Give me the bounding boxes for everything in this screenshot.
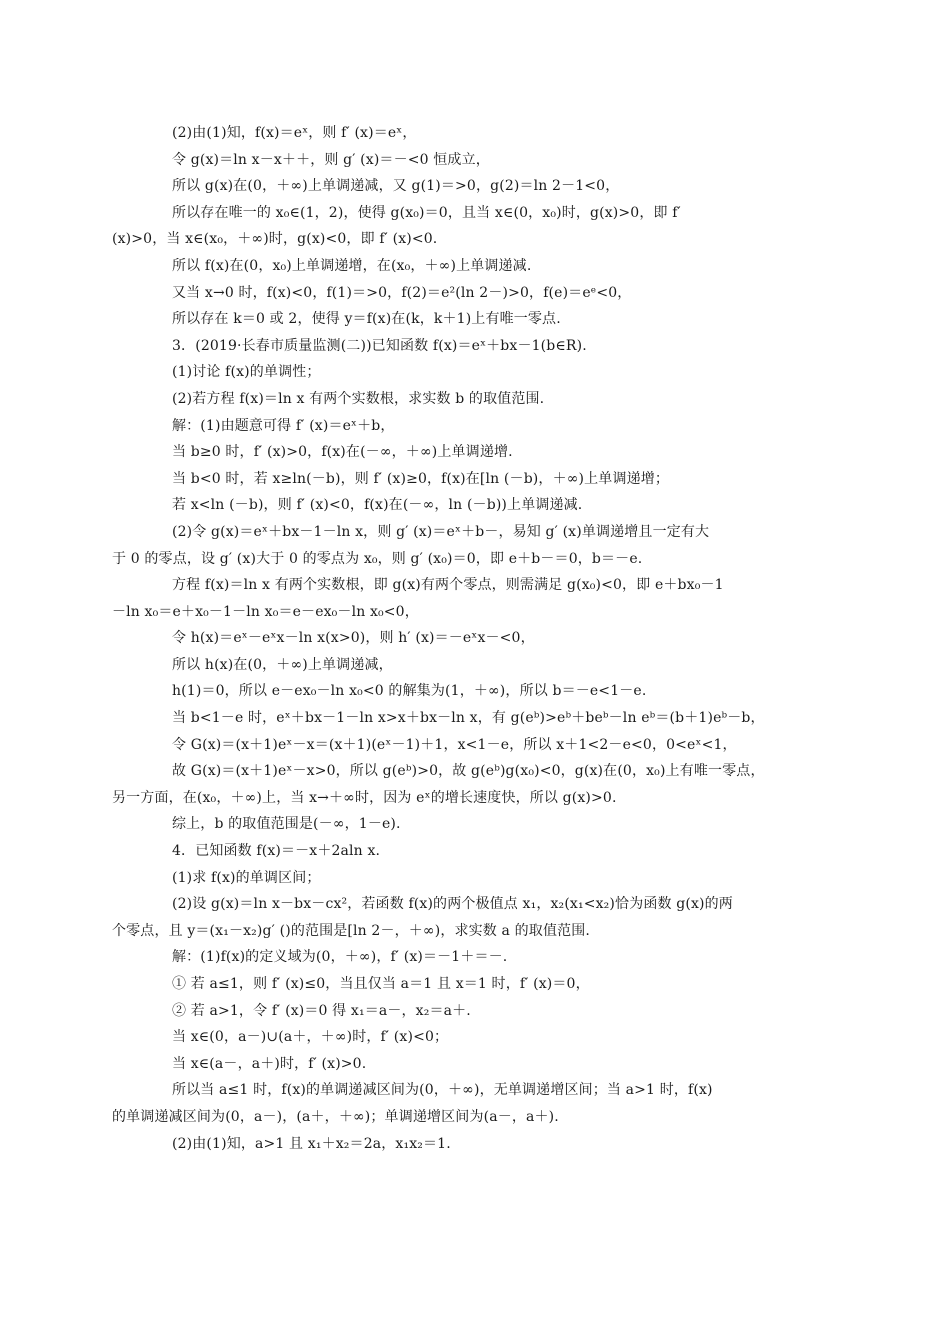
text-line: 解：(1)由题意可得 f′ (x)＝eˣ＋b， xyxy=(172,417,395,434)
text-line: (1)讨论 f(x)的单调性； xyxy=(172,364,321,381)
text-line: 3．(2019·长春市质量监测(二))已知函数 f(x)＝eˣ＋bx－1(b∈R). xyxy=(172,337,587,354)
text-line: (1)求 f(x)的单调区间； xyxy=(172,869,321,886)
text-line: ② 若 a>1，令 f′ (x)＝0 得 x₁＝a－，x₂＝a＋. xyxy=(172,1002,471,1019)
text-line: 的单调递减区间为(0，a－)，(a＋，＋∞)；单调递增区间为(a－，a＋). xyxy=(112,1108,559,1125)
text-line: 所以存在 k＝0 或 2，使得 y＝f(x)在(k，k＋1)上有唯一零点. xyxy=(172,311,561,328)
text-line: (2)设 g(x)＝ln x－bx－cx²，若函数 f(x)的两个极值点 x₁，x₂(x₁<x₂)恰为函数 g(x)的两 xyxy=(172,896,733,913)
text-line: 当 x∈(a－，a＋)时，f′ (x)>0. xyxy=(172,1055,367,1072)
text-line: 又当 x→0 时，f(x)<0，f(1)＝>0，f(2)＝e²(ln 2－)>0，f(e)＝eᵉ<0， xyxy=(172,284,632,301)
text-line: 所以 f(x)在(0，x₀)上单调递增，在(x₀，＋∞)上单调递减. xyxy=(172,257,532,274)
text-line: 解：(1)f(x)的定义域为(0，＋∞)，f′ (x)＝－1＋＝－. xyxy=(172,949,508,966)
text-line: 所以存在唯一的 x₀∈(1，2)，使得 g(x₀)＝0，且当 x∈(0，x₀)时，g(x)>0，即 f′ xyxy=(172,204,681,221)
text-line: 4．已知函数 f(x)＝－x＋2aln x. xyxy=(172,843,381,860)
text-line: (x)>0，当 x∈(x₀，＋∞)时，g(x)<0，即 f′ (x)<0. xyxy=(112,231,438,248)
text-line: 方程 f(x)＝ln x 有两个实数根，即 g(x)有两个零点，则需满足 g(x₀)<0，即 e＋bx₀－1 xyxy=(172,577,724,594)
document-body xyxy=(112,120,832,1157)
text-line: 所以当 a≤1 时，f(x)的单调递减区间为(0，＋∞)，无单调递增区间；当 a>1 时，f(x) xyxy=(172,1082,713,1099)
text-line: －ln x₀＝e＋x₀－1－ln x₀＝e－ex₀－ln x₀<0， xyxy=(112,603,419,620)
text-line: 另一方面，在(x₀，＋∞)上，当 x→＋∞时，因为 eˣ的增长速度快，所以 g(x)>0. xyxy=(112,789,617,806)
text-line: 若 x<ln (－b)，则 f′ (x)<0，f(x)在(－∞，ln (－b))上单调递减. xyxy=(172,497,583,514)
text-line: ① 若 a≤1，则 f′ (x)≤0，当且仅当 a＝1 且 x＝1 时，f′ (x)＝0， xyxy=(172,976,590,992)
text-line: 令 h(x)＝eˣ－eˣx－ln x(x>0)，则 h′ (x)＝－eˣx－<0， xyxy=(172,630,535,647)
text-line: 综上，b 的取值范围是(－∞，1－e). xyxy=(172,816,401,833)
text-line: 令 G(x)＝(x＋1)eˣ－x＝(x＋1)(eˣ－1)＋1，x<1－e，所以 x＋1<2－e<0，0<eˣ<1， xyxy=(172,736,737,753)
text-line: 所以 g(x)在(0，＋∞)上单调递减，又 g(1)＝>0，g(2)＝ln 2－1<0， xyxy=(172,178,620,195)
text-line: (2)由(1)知，a>1 且 x₁＋x₂＝2a，x₁x₂＝1. xyxy=(172,1135,451,1152)
text-line: (2)若方程 f(x)＝ln x 有两个实数根，求实数 b 的取值范围. xyxy=(172,390,545,407)
text-line: (2)令 g(x)＝eˣ＋bx－1－ln x，则 g′ (x)＝eˣ＋b－，易知 g′ (x)单调递增且一定有大 xyxy=(172,523,710,540)
text-line: 个零点，且 y＝(x₁－x₂)g′ ()的范围是[ln 2－，＋∞)，求实数 a 的取值范围. xyxy=(112,922,590,939)
text-line: 故 G(x)＝(x＋1)eˣ－x>0，所以 g(eᵇ)>0，故 g(eᵇ)g(x₀)<0，g(x)在(0，x₀)上有唯一零点， xyxy=(172,763,765,780)
text-line: 当 b<0 时，若 x≥ln(－b)，则 f′ (x)≥0，f(x)在[ln (－b)，＋∞)上单调递增； xyxy=(172,470,670,487)
text-line: 当 x∈(0，a－)∪(a＋，＋∞)时，f′ (x)<0； xyxy=(172,1029,449,1046)
text-line: 当 b≥0 时，f′ (x)>0，f(x)在(－∞，＋∞)上单调递增. xyxy=(172,444,513,461)
text-line: 令 g(x)＝ln x－x＋＋，则 g′ (x)＝－<0 恒成立， xyxy=(172,151,490,168)
text-line: 于 0 的零点，设 g′ (x)大于 0 的零点为 x₀，则 g′ (x₀)＝0，即 e＋b－＝0，b＝－e. xyxy=(112,550,643,567)
text-line: h(1)＝0，所以 e－ex₀－ln x₀<0 的解集为(1，＋∞)，所以 b＝－e<1－e. xyxy=(172,683,647,700)
text-line: (2)由(1)知，f(x)＝eˣ，则 f′ (x)＝eˣ， xyxy=(172,125,417,141)
text-line: 所以 h(x)在(0，＋∞)上单调递减， xyxy=(172,656,393,673)
text-line: 当 b<1－e 时，eˣ＋bx－1－ln x>x＋bx－ln x，有 g(eᵇ)>eᵇ＋beᵇ－ln eᵇ＝(b＋1)eᵇ－b， xyxy=(172,710,765,727)
